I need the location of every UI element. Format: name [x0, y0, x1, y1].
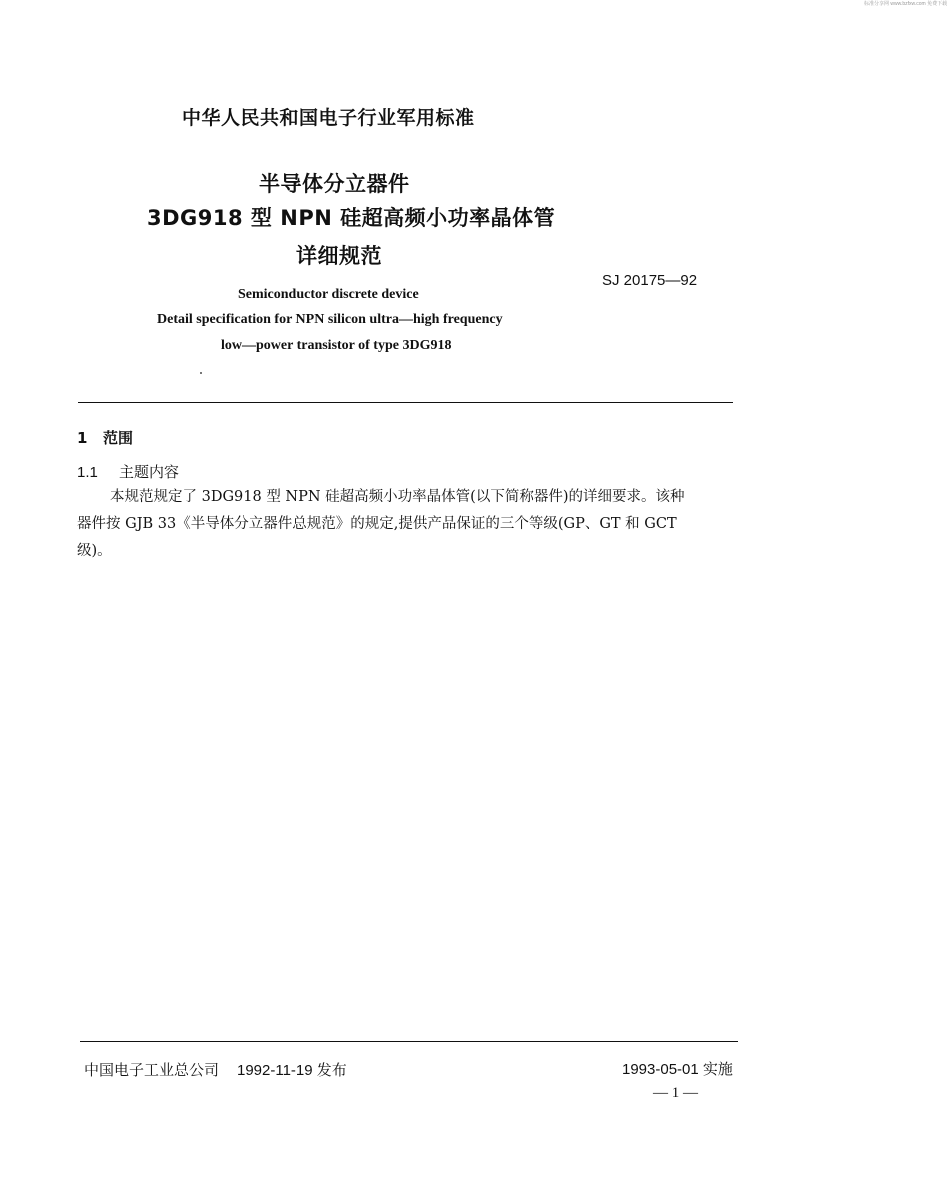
- title-line-1: 半导体分立器件: [259, 172, 410, 196]
- body-line-1: 本规范规定了 3DG918 型 NPN 硅超高频小功率晶体管(以下简称器件)的详细要求。该种: [110, 489, 685, 505]
- section-1-1-title: 主题内容: [119, 463, 180, 481]
- english-title-line-1: Semiconductor discrete device: [238, 287, 419, 302]
- english-title-line-3: low—power transistor of type 3DG918: [221, 338, 452, 353]
- watermark: 标准分享网 www.bzfxw.com 免费下载: [864, 1, 948, 7]
- header-divider: [78, 402, 733, 403]
- body-line-3: 级)。: [77, 543, 112, 559]
- title-line-3: 详细规范: [296, 244, 382, 268]
- section-1-heading: [77, 427, 133, 448]
- section-1-number: 1: [77, 429, 88, 447]
- section-1-title: 范围: [103, 429, 134, 447]
- footer-divider: [80, 1041, 738, 1042]
- body-line-2: 器件按 GJB 33《半导体分立器件总规范》的规定,提供产品保证的三个等级(GP、GT 和 GCT: [77, 516, 677, 532]
- english-title-line-2: Detail specification for NPN silicon ultra—high frequency: [157, 312, 503, 327]
- standard-number: SJ 20175—92: [602, 272, 698, 289]
- publisher: 中国电子工业总公司: [84, 1061, 220, 1079]
- implement-date: 1993-05-01 实施: [622, 1061, 733, 1078]
- publish-date: 1992-11-19 发布: [237, 1062, 347, 1079]
- section-1-1-number: 1.1: [77, 464, 98, 481]
- speck: [200, 372, 202, 374]
- org-title: 中华人民共和国电子行业军用标准: [182, 107, 475, 129]
- page-number: — 1 —: [653, 1085, 698, 1101]
- title-line-2: 3DG918 型 NPN 硅超高频小功率晶体管: [147, 206, 556, 230]
- section-1-1-heading: [77, 461, 179, 482]
